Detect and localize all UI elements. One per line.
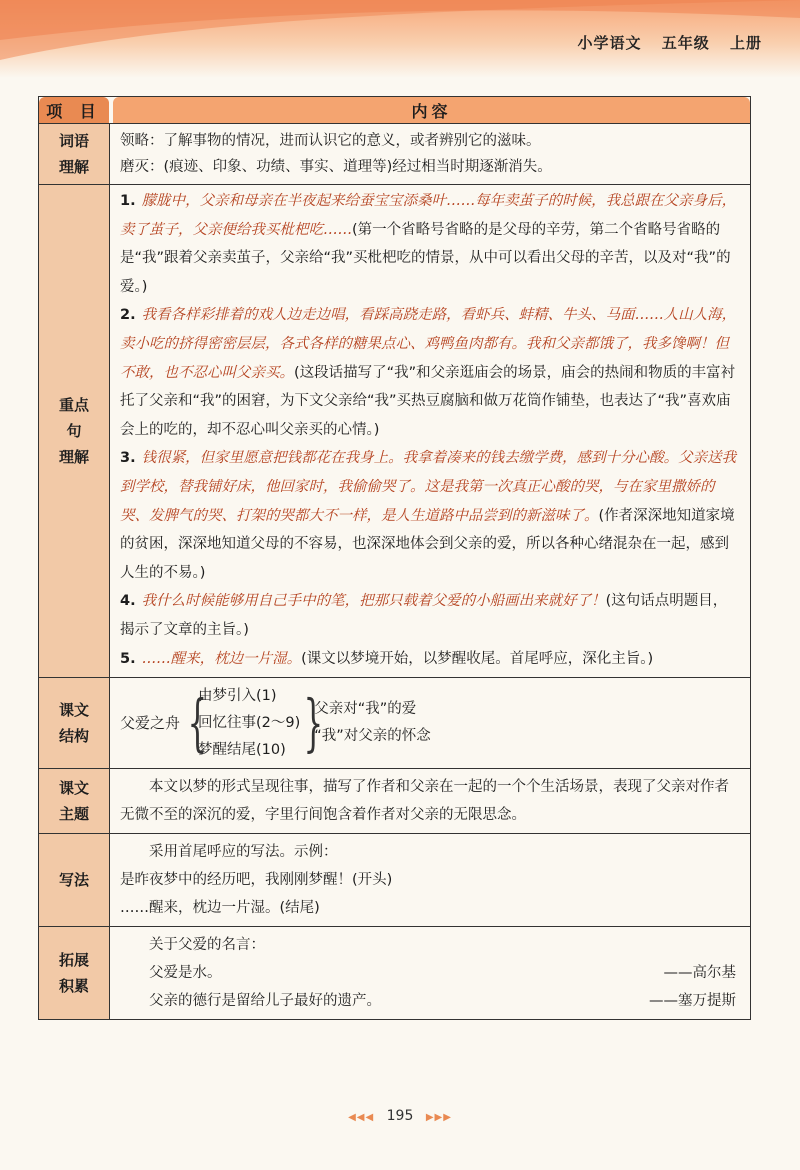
label-line: 理解	[58, 158, 89, 176]
page-number: 195	[386, 1108, 414, 1124]
structure-theme: “我”对父亲的怀念	[314, 728, 431, 745]
right-brace: }	[303, 686, 324, 760]
quoted-sentence: ……醒来，枕边一片湿。	[141, 650, 302, 667]
row-content	[110, 769, 750, 833]
structure-root: 父爱之舟	[120, 714, 181, 733]
label-line: 词语	[58, 132, 89, 150]
row-writing-technique	[39, 833, 750, 926]
quote-author: ——高尔基	[663, 965, 736, 982]
row-label	[39, 124, 110, 184]
structure-part: 回忆往事(2～9)	[198, 714, 301, 731]
key-sentence-item	[120, 444, 740, 587]
example-tag: (开头)	[352, 872, 393, 889]
grade-label: 五年级	[661, 34, 710, 52]
example-tag: (结尾)	[279, 900, 320, 917]
row-label	[39, 185, 110, 677]
subject-label: 小学语文	[577, 34, 642, 52]
row-theme	[39, 768, 750, 833]
quoted-sentence: 钱很紧，但家里愿意把钱都花在我身上。我拿着凑来的钱去缴学费，感到十分心酸。父亲送我到学校，替我铺好床，他回家时，我偷偷哭了。这是我第一次真正心酸的哭，与在家里撒娇的哭、发脾气的哭、打架的哭都大不一样，是人生道路中品尝到的新滋味了。	[120, 450, 737, 524]
analysis-note: (这句话点明题目，揭示了文章的主旨。)	[120, 593, 728, 638]
column-header-item: 项 目	[39, 97, 109, 123]
table-header	[39, 97, 750, 123]
structure-part: 梦醒结尾(10)	[198, 741, 286, 758]
writing-example	[120, 894, 740, 922]
label-line: 课文	[58, 701, 89, 720]
label-line: 主题	[58, 805, 89, 824]
row-content	[110, 927, 750, 1019]
row-extension	[39, 926, 750, 1019]
row-label	[39, 834, 110, 926]
right-arrows-icon: ▶▶▶	[425, 1112, 452, 1123]
writing-example	[120, 866, 740, 894]
structure-themes	[314, 696, 431, 750]
row-content	[110, 124, 750, 184]
key-sentence-item	[120, 187, 740, 301]
example-sentence: ……醒来，枕边一片湿。	[120, 900, 280, 917]
structure-part: 由梦引入(1)	[198, 687, 277, 704]
row-content	[110, 834, 750, 926]
item-number: 2.	[120, 307, 136, 324]
vocab-entry: 领略：了解事物的情况，进而认识它的意义，或者辨别它的滋味。	[120, 133, 541, 149]
structure-theme: 父亲对“我”的爱	[314, 701, 417, 718]
row-key-sentences	[39, 184, 750, 677]
structure-parts	[198, 683, 300, 764]
row-label	[39, 927, 110, 1019]
volume-label: 上册	[729, 34, 762, 52]
row-label	[39, 678, 110, 768]
item-number: 5.	[120, 650, 136, 667]
famous-quote	[120, 987, 740, 1015]
extension-intro: 关于父爱的名言：	[149, 937, 265, 954]
key-sentence-item	[120, 301, 740, 444]
structure-diagram	[120, 680, 740, 766]
item-number: 4.	[120, 593, 136, 610]
analysis-note: (课文以梦境开始，以梦醒收尾。首尾呼应，深化主旨。)	[301, 650, 654, 667]
quote-text: 父爱是水。	[149, 965, 222, 982]
example-sentence: 是昨夜梦中的经历吧，我刚刚梦醒！	[120, 872, 352, 889]
key-sentence-item	[120, 645, 740, 674]
vocab-entry: 磨灭：(痕迹、印象、功绩、事实、道理等)经过相当时期逐渐消失。	[120, 159, 552, 175]
row-vocabulary	[39, 123, 750, 184]
quoted-sentence: 我什么时候能够用自己手中的笔，把那只载着父爱的小船画出来就好了！	[141, 593, 606, 610]
row-structure	[39, 677, 750, 768]
theme-text: 本文以梦的形式呈现往事，描写了作者和父亲在一起的一个个生活场景，表现了父亲对作者无微不至的深沉的爱，字里行间饱含着作者对父亲的无限思念。	[120, 779, 729, 824]
quoted-sentence: 朦胧中，父亲和母亲在半夜起来给蚕宝宝添桑叶……每年卖茧子的时候，我总跟在父亲身后，卖了茧子，父亲便给我买枇杷吃……	[120, 193, 737, 238]
writing-intro: 采用首尾呼应的写法。示例：	[149, 844, 338, 861]
column-header-content: 内容	[113, 97, 750, 123]
analysis-note: (第一个省略号省略的是父母的辛劳，第二个省略号省略的是“我”跟着父亲卖茧子，父亲给“我”买枇杷吃的情景，从中可以看出父母的辛苦，以及对“我”的爱。)	[120, 221, 731, 295]
key-sentence-item	[120, 587, 740, 644]
label-line: 理解	[58, 448, 89, 467]
page-footer	[0, 1108, 800, 1124]
row-content	[110, 678, 750, 768]
left-brace: {	[187, 686, 208, 760]
label-line: 写法	[58, 871, 89, 890]
label-line: 课文	[58, 779, 89, 798]
analysis-note: (作者深深地知道家境的贫困，深深地知道父母的不容易，也深深地体会到父亲的爱，所以各种心绪混杂在一起，感到人生的不易。)	[120, 507, 735, 581]
study-table	[38, 96, 751, 1020]
quote-author: ——塞万提斯	[649, 993, 736, 1010]
analysis-note: (这段话描写了“我”和父亲逛庙会的场景，庙会的热闹和物质的丰富衬托了父亲和“我”的困窘，为下文父亲给“我”买热豆腐脑和做万花筒作铺垫，也表达了“我”喜欢庙会上的吃的，却不忍心叫父亲买的心情。)	[120, 364, 736, 438]
item-number: 3.	[120, 450, 136, 467]
label-line: 结构	[58, 727, 89, 746]
label-line: 积累	[58, 977, 89, 996]
famous-quote	[120, 959, 740, 987]
label-line: 拓展	[58, 951, 89, 970]
label-line: 重点句	[58, 396, 89, 441]
left-arrows-icon: ◀◀◀	[348, 1112, 375, 1123]
item-number: 1.	[120, 193, 136, 209]
quoted-sentence: 我看各样彩排着的戏人边走边唱，看踩高跷走路，看虾兵、蚌精、牛头、马面……人山人海，卖小吃的挤得密密层层，各式各样的糖果点心、鸡鸭鱼肉都有。我和父亲都饿了，我多馋啊！但不敢，也不忍心叫父亲买。	[120, 307, 737, 381]
quote-text: 父亲的德行是留给儿子最好的遗产。	[149, 993, 381, 1010]
row-label	[39, 769, 110, 833]
row-content	[110, 185, 750, 677]
book-header	[563, 32, 762, 53]
